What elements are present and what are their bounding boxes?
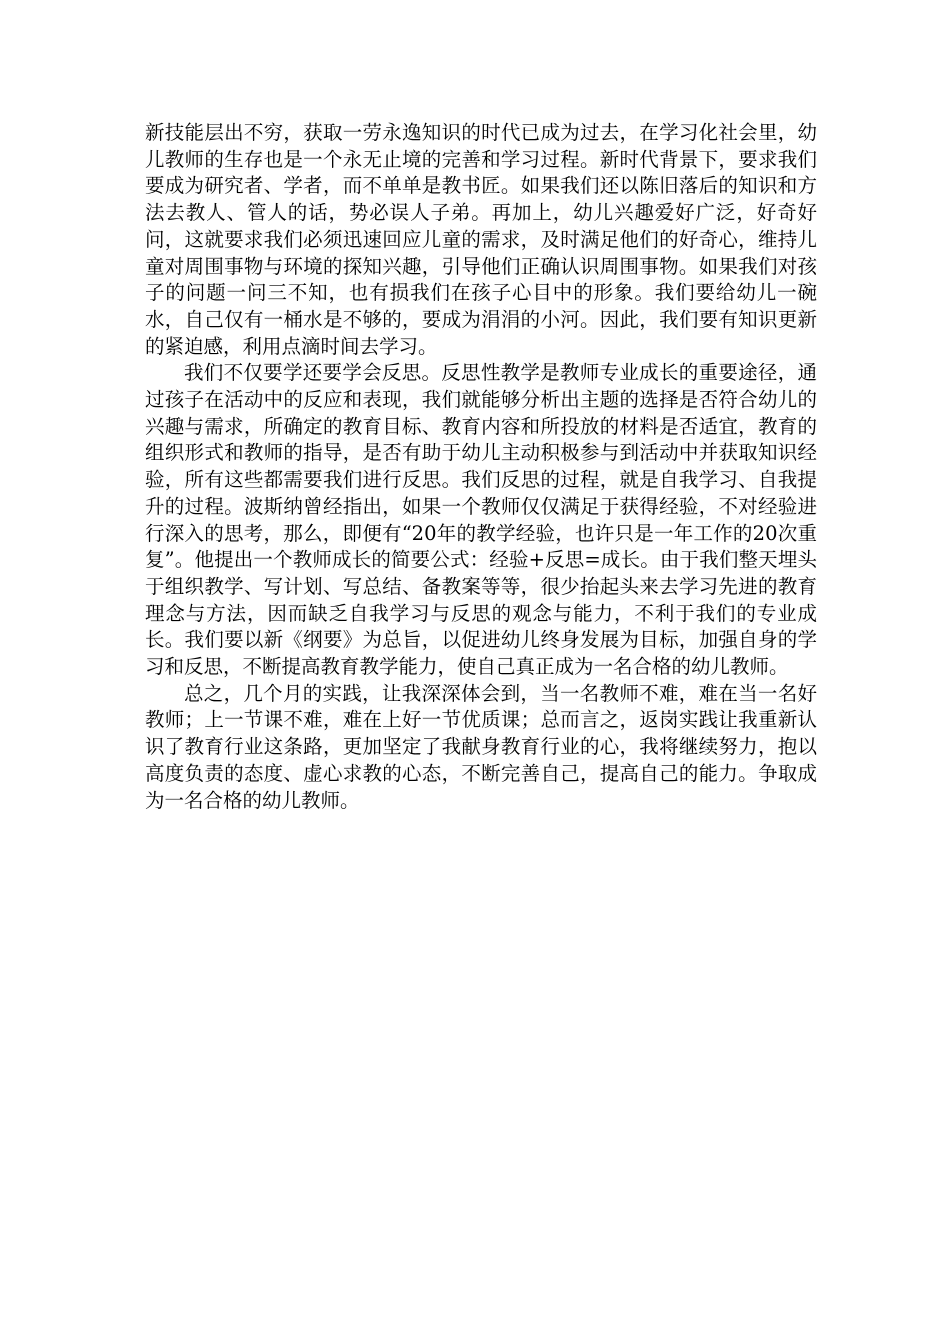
paragraph-conclusion: 总之，几个月的实践，让我深深体会到，当一名教师不难，难在当一名好教师；上一节课不难，难在上好一节优质课；总而言之，返岗实践让我重新认识了教育行业这条路，更加坚定了我献身教育行业的心，我将继续努力，抱以高度负责的态度、虚心求教的心态，不断完善自己，提高自己的能力。争取成为一名合格的幼儿教师。 [145, 681, 817, 812]
paragraph-reflection: 我们不仅要学还要学会反思。反思性教学是教师专业成长的重要途径，通过孩子在活动中的反应和表现，我们就能够分析出主题的选择是否符合幼儿的兴趣与需求，所确定的教育目标、教育内容和所投放的材料是否适宜，教育的组织形式和教师的指导，是否有助于幼儿主动积极参与到活动中并获取知识经验，所有这些都需要我们进行反思。我们反思的过程，就是自我学习、自我提升的过程。波斯纳曾经指出，如果一个教师仅仅满足于获得经验，不对经验进行深入的思考，那么，即便有“20年的教学经验，也许只是一年工作的20次重复”。他提出一个教师成长的简要公式：经验+反思=成长。由于我们整天埋头于组织教学、写计划、写总结、备教案等等，很少抬起头来去学习先进的教育理念与方法，因而缺乏自我学习与反思的观念与能力，不利于我们的专业成长。我们要以新《纲要》为总旨，以促进幼儿终身发展为目标，加强自身的学习和反思，不断提高教育教学能力，使自己真正成为一名合格的幼儿教师。 [145, 361, 817, 679]
body-text [145, 120, 817, 814]
paragraph-continued: 新技能层出不穷，获取一劳永逸知识的时代已成为过去，在学习化社会里，幼儿教师的生存也是一个永无止境的完善和学习过程。新时代背景下，要求我们要成为研究者、学者，而不单单是教书匠。如果我们还以陈旧落后的知识和方法去教人、管人的话，势必误人子弟。再加上，幼儿兴趣爱好广泛，好奇好问，这就要求我们必须迅速回应儿童的需求，及时满足他们的好奇心，维持儿童对周围事物与环境的探知兴趣，引导他们正确认识周围事物。如果我们对孩子的问题一问三不知，也有损我们在孩子心目中的形象。我们要给幼儿一碗水，自己仅有一桶水是不够的，要成为涓涓的小河。因此，我们要有知识更新的紧迫感，利用点滴时间去学习。 [145, 121, 817, 358]
